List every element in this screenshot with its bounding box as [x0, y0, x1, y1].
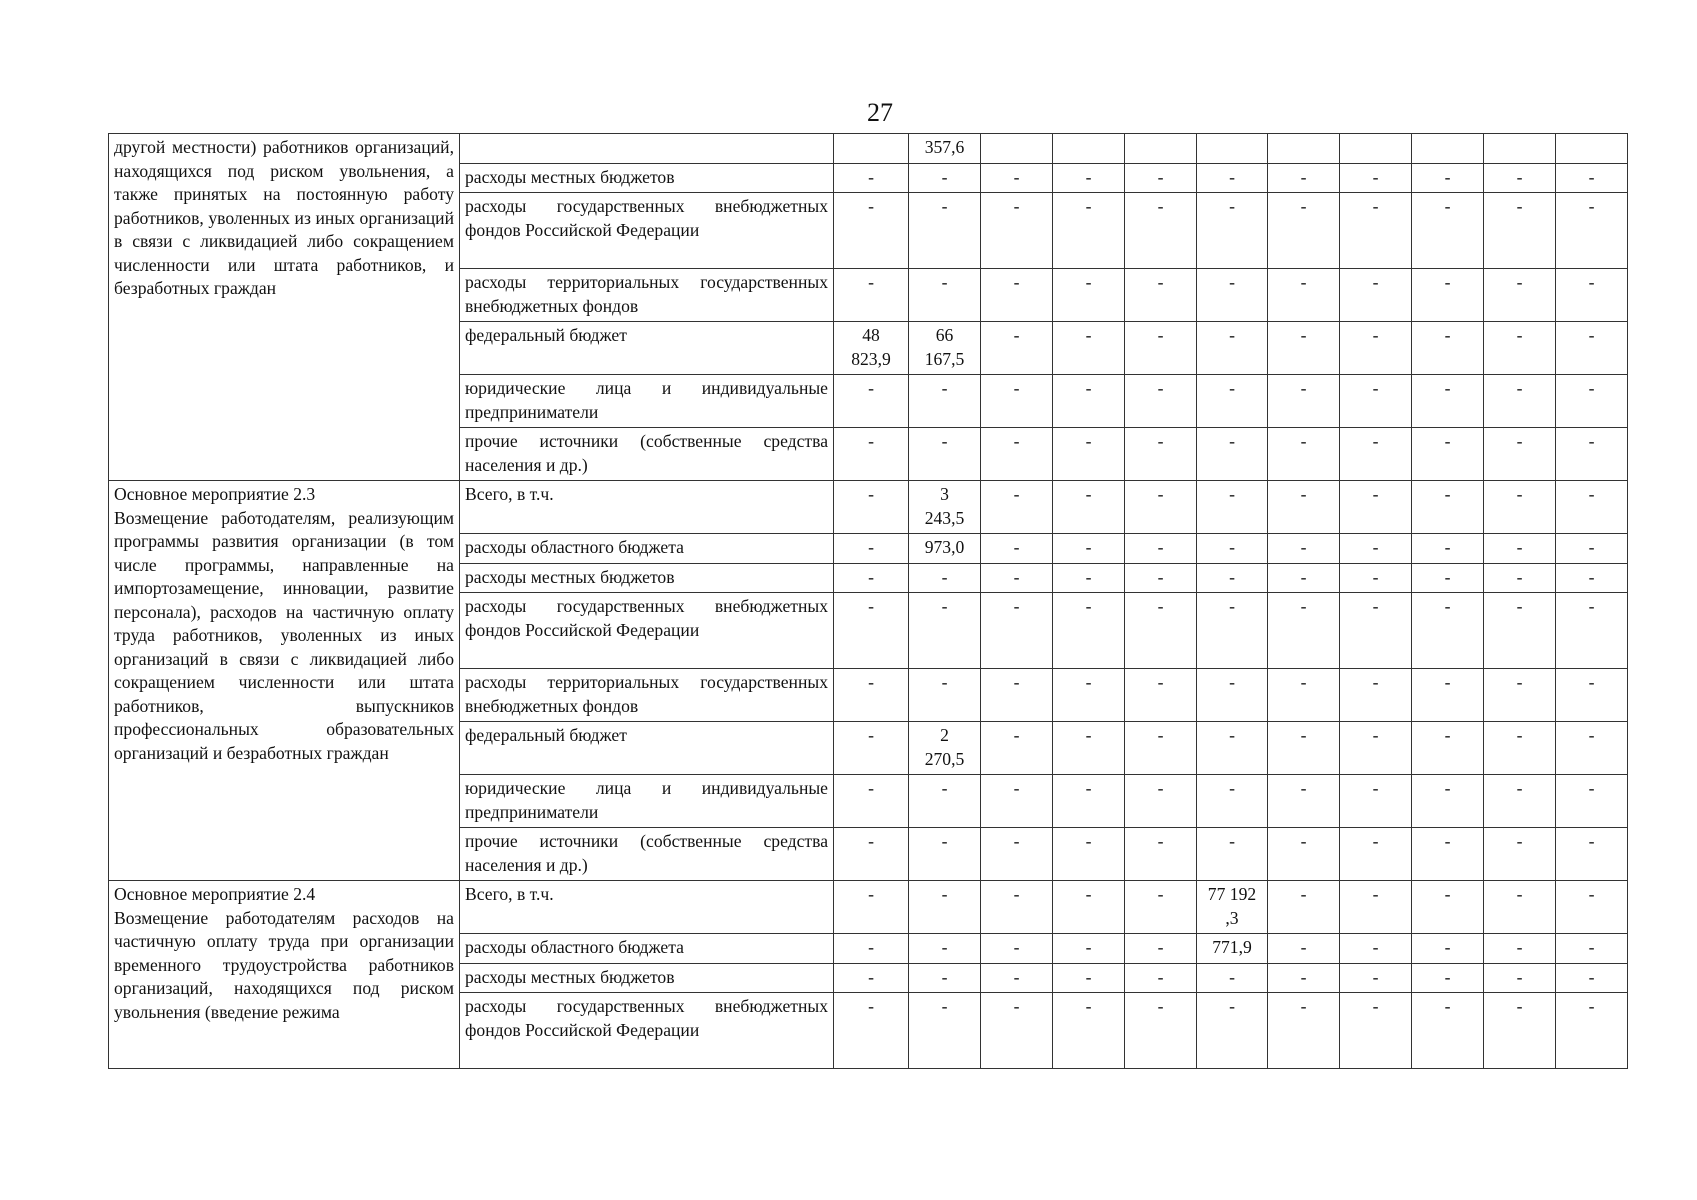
value-cell: -: [1268, 669, 1340, 722]
value-cell: -: [1340, 881, 1412, 934]
value-cell: -: [1556, 163, 1628, 193]
value-cell: -: [981, 563, 1053, 593]
value-cell: -: [1556, 722, 1628, 775]
value-cell: -: [834, 193, 909, 269]
value-cell: -: [1340, 593, 1412, 669]
value-cell: -: [1197, 375, 1268, 428]
value-cell: -: [909, 269, 981, 322]
value-cell: -: [1340, 269, 1412, 322]
value-cell: -: [981, 934, 1053, 964]
value-cell: -: [1556, 881, 1628, 934]
value-cell: -: [1556, 269, 1628, 322]
value-cell: -: [1268, 193, 1340, 269]
value-cell: -: [1125, 193, 1197, 269]
value-cell: -: [1197, 963, 1268, 993]
value-cell: -: [1053, 193, 1125, 269]
funding-source: расходы местных бюджетов: [460, 563, 834, 593]
value-cell: 2 270,5: [909, 722, 981, 775]
value-cell: -: [981, 322, 1053, 375]
value-cell: -: [1053, 993, 1125, 1069]
value-cell: -: [909, 669, 981, 722]
value-cell: [1484, 134, 1556, 164]
value-cell: 3 243,5: [909, 481, 981, 534]
value-cell: -: [1340, 722, 1412, 775]
value-cell: -: [1484, 193, 1556, 269]
value-cell: -: [1412, 428, 1484, 481]
value-cell: -: [1484, 534, 1556, 564]
value-cell: -: [834, 775, 909, 828]
value-cell: -: [1556, 563, 1628, 593]
value-cell: -: [1268, 593, 1340, 669]
value-cell: -: [1412, 775, 1484, 828]
value-cell: -: [981, 828, 1053, 881]
value-cell: -: [1125, 322, 1197, 375]
activity-title: Основное мероприятие 2.4: [114, 884, 316, 904]
value-cell: -: [1053, 375, 1125, 428]
value-cell: -: [1484, 881, 1556, 934]
value-cell: -: [1484, 322, 1556, 375]
value-cell: -: [1268, 775, 1340, 828]
value-cell: -: [1340, 934, 1412, 964]
value-cell: -: [1556, 669, 1628, 722]
funding-source: юридические лица и индивидуальные предприниматели: [460, 375, 834, 428]
value-cell: -: [1412, 934, 1484, 964]
table-row: [109, 481, 1628, 534]
value-cell: -: [1125, 481, 1197, 534]
value-cell: -: [981, 193, 1053, 269]
value-cell: -: [1053, 163, 1125, 193]
value-cell: -: [1340, 481, 1412, 534]
value-cell: -: [1556, 481, 1628, 534]
activity-description: Возмещение работодателям, реализующим программы развития организации (в том числе программы, направленные на импортозамещение, инновации, развитие персонала), расходов на частичную оплату труда работников, уволенных из иных организаций в связи с ликвидацией либо сокращением численности или штата работников, выпускников профессиональных образовательных организаций и безработных граждан: [114, 507, 454, 763]
value-cell: -: [909, 881, 981, 934]
value-cell: -: [1125, 934, 1197, 964]
value-cell: -: [1484, 428, 1556, 481]
value-cell: -: [1484, 934, 1556, 964]
value-cell: -: [981, 775, 1053, 828]
table-row: [109, 134, 1628, 164]
value-cell: -: [1197, 322, 1268, 375]
value-cell: -: [1197, 993, 1268, 1069]
value-cell: -: [1556, 828, 1628, 881]
value-cell: -: [1053, 322, 1125, 375]
value-cell: -: [981, 534, 1053, 564]
value-cell: -: [834, 593, 909, 669]
value-cell: 77 192 ,3: [1197, 881, 1268, 934]
budget-table: [108, 133, 1628, 1069]
value-cell: -: [1268, 322, 1340, 375]
value-cell: -: [981, 669, 1053, 722]
value-cell: -: [981, 428, 1053, 481]
value-cell: -: [834, 881, 909, 934]
value-cell: -: [1053, 481, 1125, 534]
funding-source: расходы территориальных государственных внебюджетных фондов: [460, 669, 834, 722]
value-cell: -: [981, 269, 1053, 322]
value-cell: -: [1125, 722, 1197, 775]
value-cell: -: [1053, 563, 1125, 593]
funding-source: Всего, в т.ч.: [460, 881, 834, 934]
value-cell: -: [1053, 722, 1125, 775]
value-cell: -: [1197, 163, 1268, 193]
value-cell: -: [834, 163, 909, 193]
value-cell: -: [1125, 993, 1197, 1069]
value-cell: -: [1268, 269, 1340, 322]
value-cell: -: [1197, 722, 1268, 775]
value-cell: -: [1125, 881, 1197, 934]
activity-cell: [109, 481, 460, 881]
value-cell: 48 823,9: [834, 322, 909, 375]
funding-source: расходы государственных внебюджетных фондов Российской Федерации: [460, 193, 834, 269]
value-cell: -: [1125, 775, 1197, 828]
value-cell: -: [1268, 934, 1340, 964]
value-cell: -: [834, 375, 909, 428]
value-cell: -: [909, 828, 981, 881]
value-cell: -: [1412, 881, 1484, 934]
value-cell: -: [981, 163, 1053, 193]
value-cell: -: [1197, 428, 1268, 481]
value-cell: -: [1053, 828, 1125, 881]
value-cell: -: [1268, 563, 1340, 593]
value-cell: -: [1412, 828, 1484, 881]
value-cell: -: [1412, 593, 1484, 669]
funding-source: расходы областного бюджета: [460, 934, 834, 964]
value-cell: -: [1125, 375, 1197, 428]
value-cell: -: [834, 993, 909, 1069]
value-cell: -: [1340, 163, 1412, 193]
value-cell: -: [1125, 563, 1197, 593]
value-cell: -: [909, 193, 981, 269]
value-cell: -: [1484, 669, 1556, 722]
value-cell: -: [1484, 481, 1556, 534]
value-cell: -: [1197, 534, 1268, 564]
value-cell: -: [1053, 593, 1125, 669]
value-cell: -: [834, 534, 909, 564]
activity-description: Возмещение работодателям расходов на частичную оплату труда при организации временного трудоустройства работников организаций, находящихся под риском увольнения (введение режима: [114, 907, 454, 1022]
value-cell: -: [1268, 828, 1340, 881]
value-cell: [1125, 134, 1197, 164]
funding-source: расходы областного бюджета: [460, 534, 834, 564]
value-cell: -: [1412, 163, 1484, 193]
value-cell: -: [1125, 669, 1197, 722]
value-cell: -: [981, 963, 1053, 993]
value-cell: -: [1340, 993, 1412, 1069]
funding-source: федеральный бюджет: [460, 322, 834, 375]
value-cell: -: [1412, 534, 1484, 564]
value-cell: -: [1340, 563, 1412, 593]
funding-source: расходы государственных внебюджетных фондов Российской Федерации: [460, 593, 834, 669]
value-cell: -: [834, 428, 909, 481]
activity-cell: [109, 881, 460, 1069]
value-cell: -: [1484, 375, 1556, 428]
value-cell: -: [1197, 193, 1268, 269]
value-cell: -: [909, 563, 981, 593]
value-cell: -: [1053, 775, 1125, 828]
value-cell: -: [1053, 428, 1125, 481]
value-cell: 357,6: [909, 134, 981, 164]
value-cell: -: [1268, 375, 1340, 428]
value-cell: -: [1125, 428, 1197, 481]
value-cell: [1412, 134, 1484, 164]
funding-source: Всего, в т.ч.: [460, 481, 834, 534]
funding-source: юридические лица и индивидуальные предприниматели: [460, 775, 834, 828]
value-cell: -: [834, 934, 909, 964]
value-cell: -: [1197, 775, 1268, 828]
value-cell: -: [1340, 828, 1412, 881]
value-cell: -: [909, 963, 981, 993]
value-cell: -: [909, 375, 981, 428]
value-cell: -: [1053, 669, 1125, 722]
value-cell: -: [1197, 481, 1268, 534]
value-cell: -: [1197, 669, 1268, 722]
value-cell: -: [1484, 722, 1556, 775]
value-cell: 66 167,5: [909, 322, 981, 375]
value-cell: -: [1412, 322, 1484, 375]
value-cell: -: [834, 669, 909, 722]
value-cell: -: [981, 881, 1053, 934]
value-cell: -: [1340, 375, 1412, 428]
value-cell: -: [1053, 881, 1125, 934]
value-cell: -: [1197, 828, 1268, 881]
value-cell: -: [1340, 534, 1412, 564]
value-cell: -: [1412, 669, 1484, 722]
value-cell: -: [1268, 993, 1340, 1069]
value-cell: -: [1412, 993, 1484, 1069]
value-cell: -: [909, 993, 981, 1069]
value-cell: -: [1268, 163, 1340, 193]
value-cell: -: [1412, 375, 1484, 428]
value-cell: -: [1125, 163, 1197, 193]
value-cell: [981, 134, 1053, 164]
value-cell: -: [834, 563, 909, 593]
value-cell: -: [981, 593, 1053, 669]
value-cell: -: [834, 481, 909, 534]
value-cell: -: [1556, 193, 1628, 269]
value-cell: [1268, 134, 1340, 164]
value-cell: -: [909, 934, 981, 964]
value-cell: -: [1340, 193, 1412, 269]
value-cell: -: [1268, 428, 1340, 481]
value-cell: -: [1556, 934, 1628, 964]
value-cell: -: [981, 375, 1053, 428]
funding-source: расходы местных бюджетов: [460, 163, 834, 193]
value-cell: -: [1268, 534, 1340, 564]
funding-source: расходы местных бюджетов: [460, 963, 834, 993]
value-cell: -: [1412, 722, 1484, 775]
table-body: [109, 134, 1628, 1069]
value-cell: -: [1412, 269, 1484, 322]
value-cell: -: [834, 963, 909, 993]
value-cell: -: [1412, 481, 1484, 534]
value-cell: [1053, 134, 1125, 164]
value-cell: -: [1197, 593, 1268, 669]
value-cell: 973,0: [909, 534, 981, 564]
value-cell: -: [1484, 828, 1556, 881]
value-cell: -: [834, 269, 909, 322]
activity-title: Основное мероприятие 2.3: [114, 484, 316, 504]
value-cell: -: [1053, 269, 1125, 322]
value-cell: -: [1556, 428, 1628, 481]
value-cell: -: [1556, 993, 1628, 1069]
value-cell: -: [909, 593, 981, 669]
value-cell: -: [834, 828, 909, 881]
value-cell: -: [1556, 593, 1628, 669]
value-cell: -: [1484, 775, 1556, 828]
value-cell: -: [909, 428, 981, 481]
value-cell: -: [1125, 963, 1197, 993]
value-cell: -: [1484, 563, 1556, 593]
value-cell: -: [1484, 269, 1556, 322]
value-cell: -: [1340, 669, 1412, 722]
value-cell: -: [1340, 963, 1412, 993]
value-cell: -: [981, 722, 1053, 775]
value-cell: -: [981, 993, 1053, 1069]
value-cell: -: [1053, 934, 1125, 964]
page-number: 27: [867, 98, 893, 127]
value-cell: 771,9: [1197, 934, 1268, 964]
value-cell: -: [1340, 775, 1412, 828]
value-cell: -: [1556, 375, 1628, 428]
funding-source: расходы территориальных государственных внебюджетных фондов: [460, 269, 834, 322]
funding-source: расходы государственных внебюджетных фондов Российской Федерации: [460, 993, 834, 1069]
value-cell: -: [981, 481, 1053, 534]
value-cell: -: [1268, 481, 1340, 534]
value-cell: -: [1053, 963, 1125, 993]
value-cell: -: [1556, 322, 1628, 375]
value-cell: -: [834, 722, 909, 775]
table-row: [109, 881, 1628, 934]
activity-description: другой местности) работников организаций, находящихся под риском увольнения, а также принятых на постоянную работу работников, уволенных из иных организаций в связи с ликвидацией либо сокращением численности или штата работников, и безработных граждан: [114, 137, 454, 298]
value-cell: -: [1484, 163, 1556, 193]
value-cell: -: [1268, 722, 1340, 775]
value-cell: [1197, 134, 1268, 164]
value-cell: -: [1484, 963, 1556, 993]
value-cell: -: [1268, 881, 1340, 934]
funding-source: прочие источники (собственные средства населения и др.): [460, 828, 834, 881]
value-cell: -: [1125, 269, 1197, 322]
value-cell: -: [1412, 963, 1484, 993]
value-cell: -: [1412, 563, 1484, 593]
value-cell: -: [1125, 534, 1197, 564]
value-cell: -: [1340, 322, 1412, 375]
funding-source: прочие источники (собственные средства населения и др.): [460, 428, 834, 481]
value-cell: -: [1268, 963, 1340, 993]
value-cell: -: [1556, 963, 1628, 993]
value-cell: [1556, 134, 1628, 164]
value-cell: -: [1556, 775, 1628, 828]
activity-cell: [109, 134, 460, 481]
value-cell: [834, 134, 909, 164]
funding-source: федеральный бюджет: [460, 722, 834, 775]
value-cell: -: [909, 775, 981, 828]
funding-source: [460, 134, 834, 164]
value-cell: -: [1556, 534, 1628, 564]
value-cell: -: [1412, 193, 1484, 269]
value-cell: [1340, 134, 1412, 164]
value-cell: -: [1484, 593, 1556, 669]
value-cell: -: [1484, 993, 1556, 1069]
value-cell: -: [1053, 534, 1125, 564]
value-cell: -: [1197, 563, 1268, 593]
value-cell: -: [1125, 828, 1197, 881]
value-cell: -: [1125, 593, 1197, 669]
value-cell: -: [909, 163, 981, 193]
value-cell: -: [1340, 428, 1412, 481]
value-cell: -: [1197, 269, 1268, 322]
